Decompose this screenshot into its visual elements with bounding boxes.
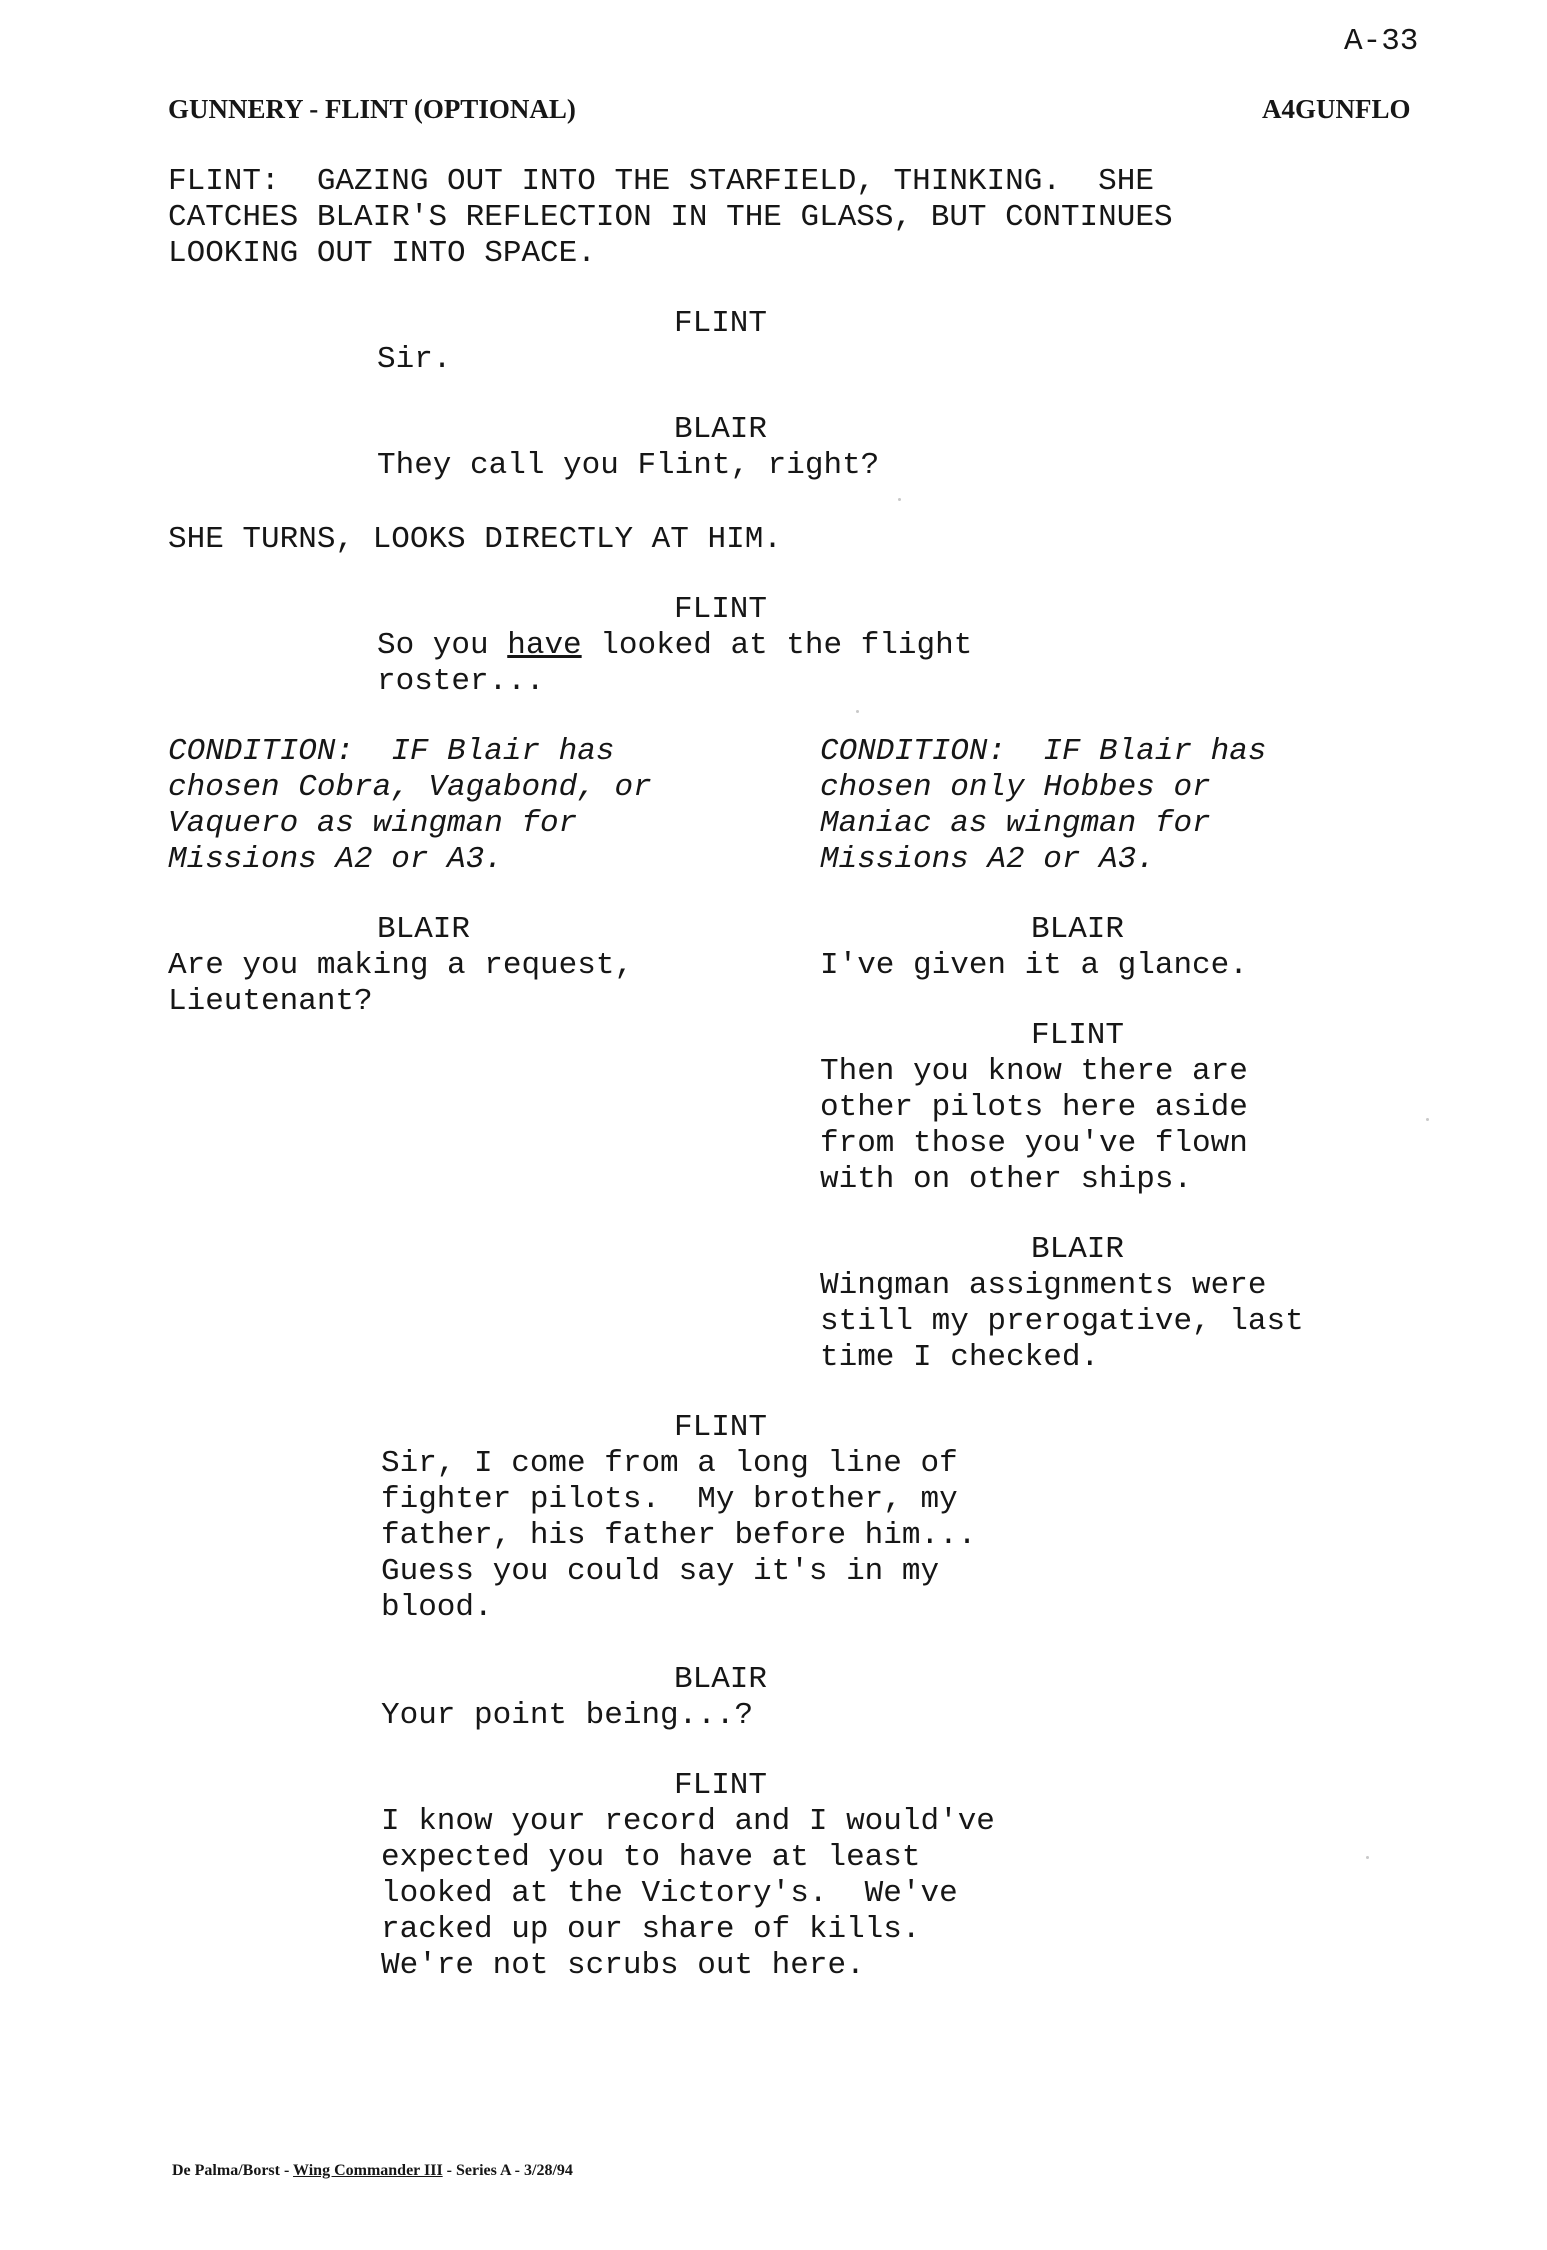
page-footer: De Palma/Borst - Wing Commander III - Series A - 3/28/94 [172, 2162, 573, 2179]
scene-heading: GUNNERY - FLINT (OPTIONAL) [168, 94, 576, 124]
character-cue: BLAIR [674, 1662, 768, 1697]
character-cue: FLINT [674, 1768, 768, 1803]
action-description: FLINT: GAZING OUT INTO THE STARFIELD, THINKING. SHE CATCHES BLAIR'S REFLECTION IN THE GLASS, BUT CONTINUES LOOKING OUT INTO SPACE. [168, 164, 1173, 271]
character-cue: BLAIR [377, 912, 471, 947]
scene-code: A4GUNFLO [1262, 94, 1411, 124]
character-cue: FLINT [1031, 1018, 1125, 1053]
footer-title: Wing Commander III [293, 2162, 443, 2179]
dialogue: I've given it a glance. [820, 948, 1248, 983]
dialogue: Sir. [377, 342, 452, 377]
condition-right: CONDITION: IF Blair has chosen only Hobbes or Maniac as wingman for Missions A2 or A3. [820, 734, 1267, 877]
dialogue: Are you making a request, Lieutenant? [168, 948, 634, 1019]
action-description: SHE TURNS, LOOKS DIRECTLY AT HIM. [168, 522, 782, 557]
dialogue: Your point being...? [381, 1698, 754, 1733]
character-cue: BLAIR [1031, 912, 1125, 947]
character-cue: BLAIR [674, 412, 768, 447]
page-number: A-33 [1344, 24, 1419, 59]
dialogue: They call you Flint, right? [377, 448, 880, 483]
dialogue: Wingman assignments were still my prerogative, last time I checked. [820, 1268, 1304, 1375]
character-cue: FLINT [674, 1410, 768, 1445]
character-cue: BLAIR [1031, 1232, 1125, 1267]
scan-speck [898, 498, 901, 501]
scan-speck [1426, 1118, 1429, 1121]
dialogue: I know your record and I would've expected you to have at least looked at the Victory's. We've racked up our share of kills. We're not scrubs out here. [381, 1804, 995, 1983]
scan-speck [1366, 1856, 1369, 1859]
character-cue: FLINT [674, 592, 768, 627]
scan-speck [856, 710, 859, 713]
emphasized-word: have [507, 628, 582, 663]
dialogue: Then you know there are other pilots here aside from those you've flown with on other ships. [820, 1054, 1248, 1197]
dialogue: Sir, I come from a long line of fighter pilots. My brother, my father, his father before him... Guess you could say it's in my blood. [381, 1446, 977, 1625]
dialogue: So you have looked at the flight roster... [377, 628, 973, 699]
character-cue: FLINT [674, 306, 768, 341]
condition-left: CONDITION: IF Blair has chosen Cobra, Vagabond, or Vaquero as wingman for Missions A2 or A3. [168, 734, 652, 877]
